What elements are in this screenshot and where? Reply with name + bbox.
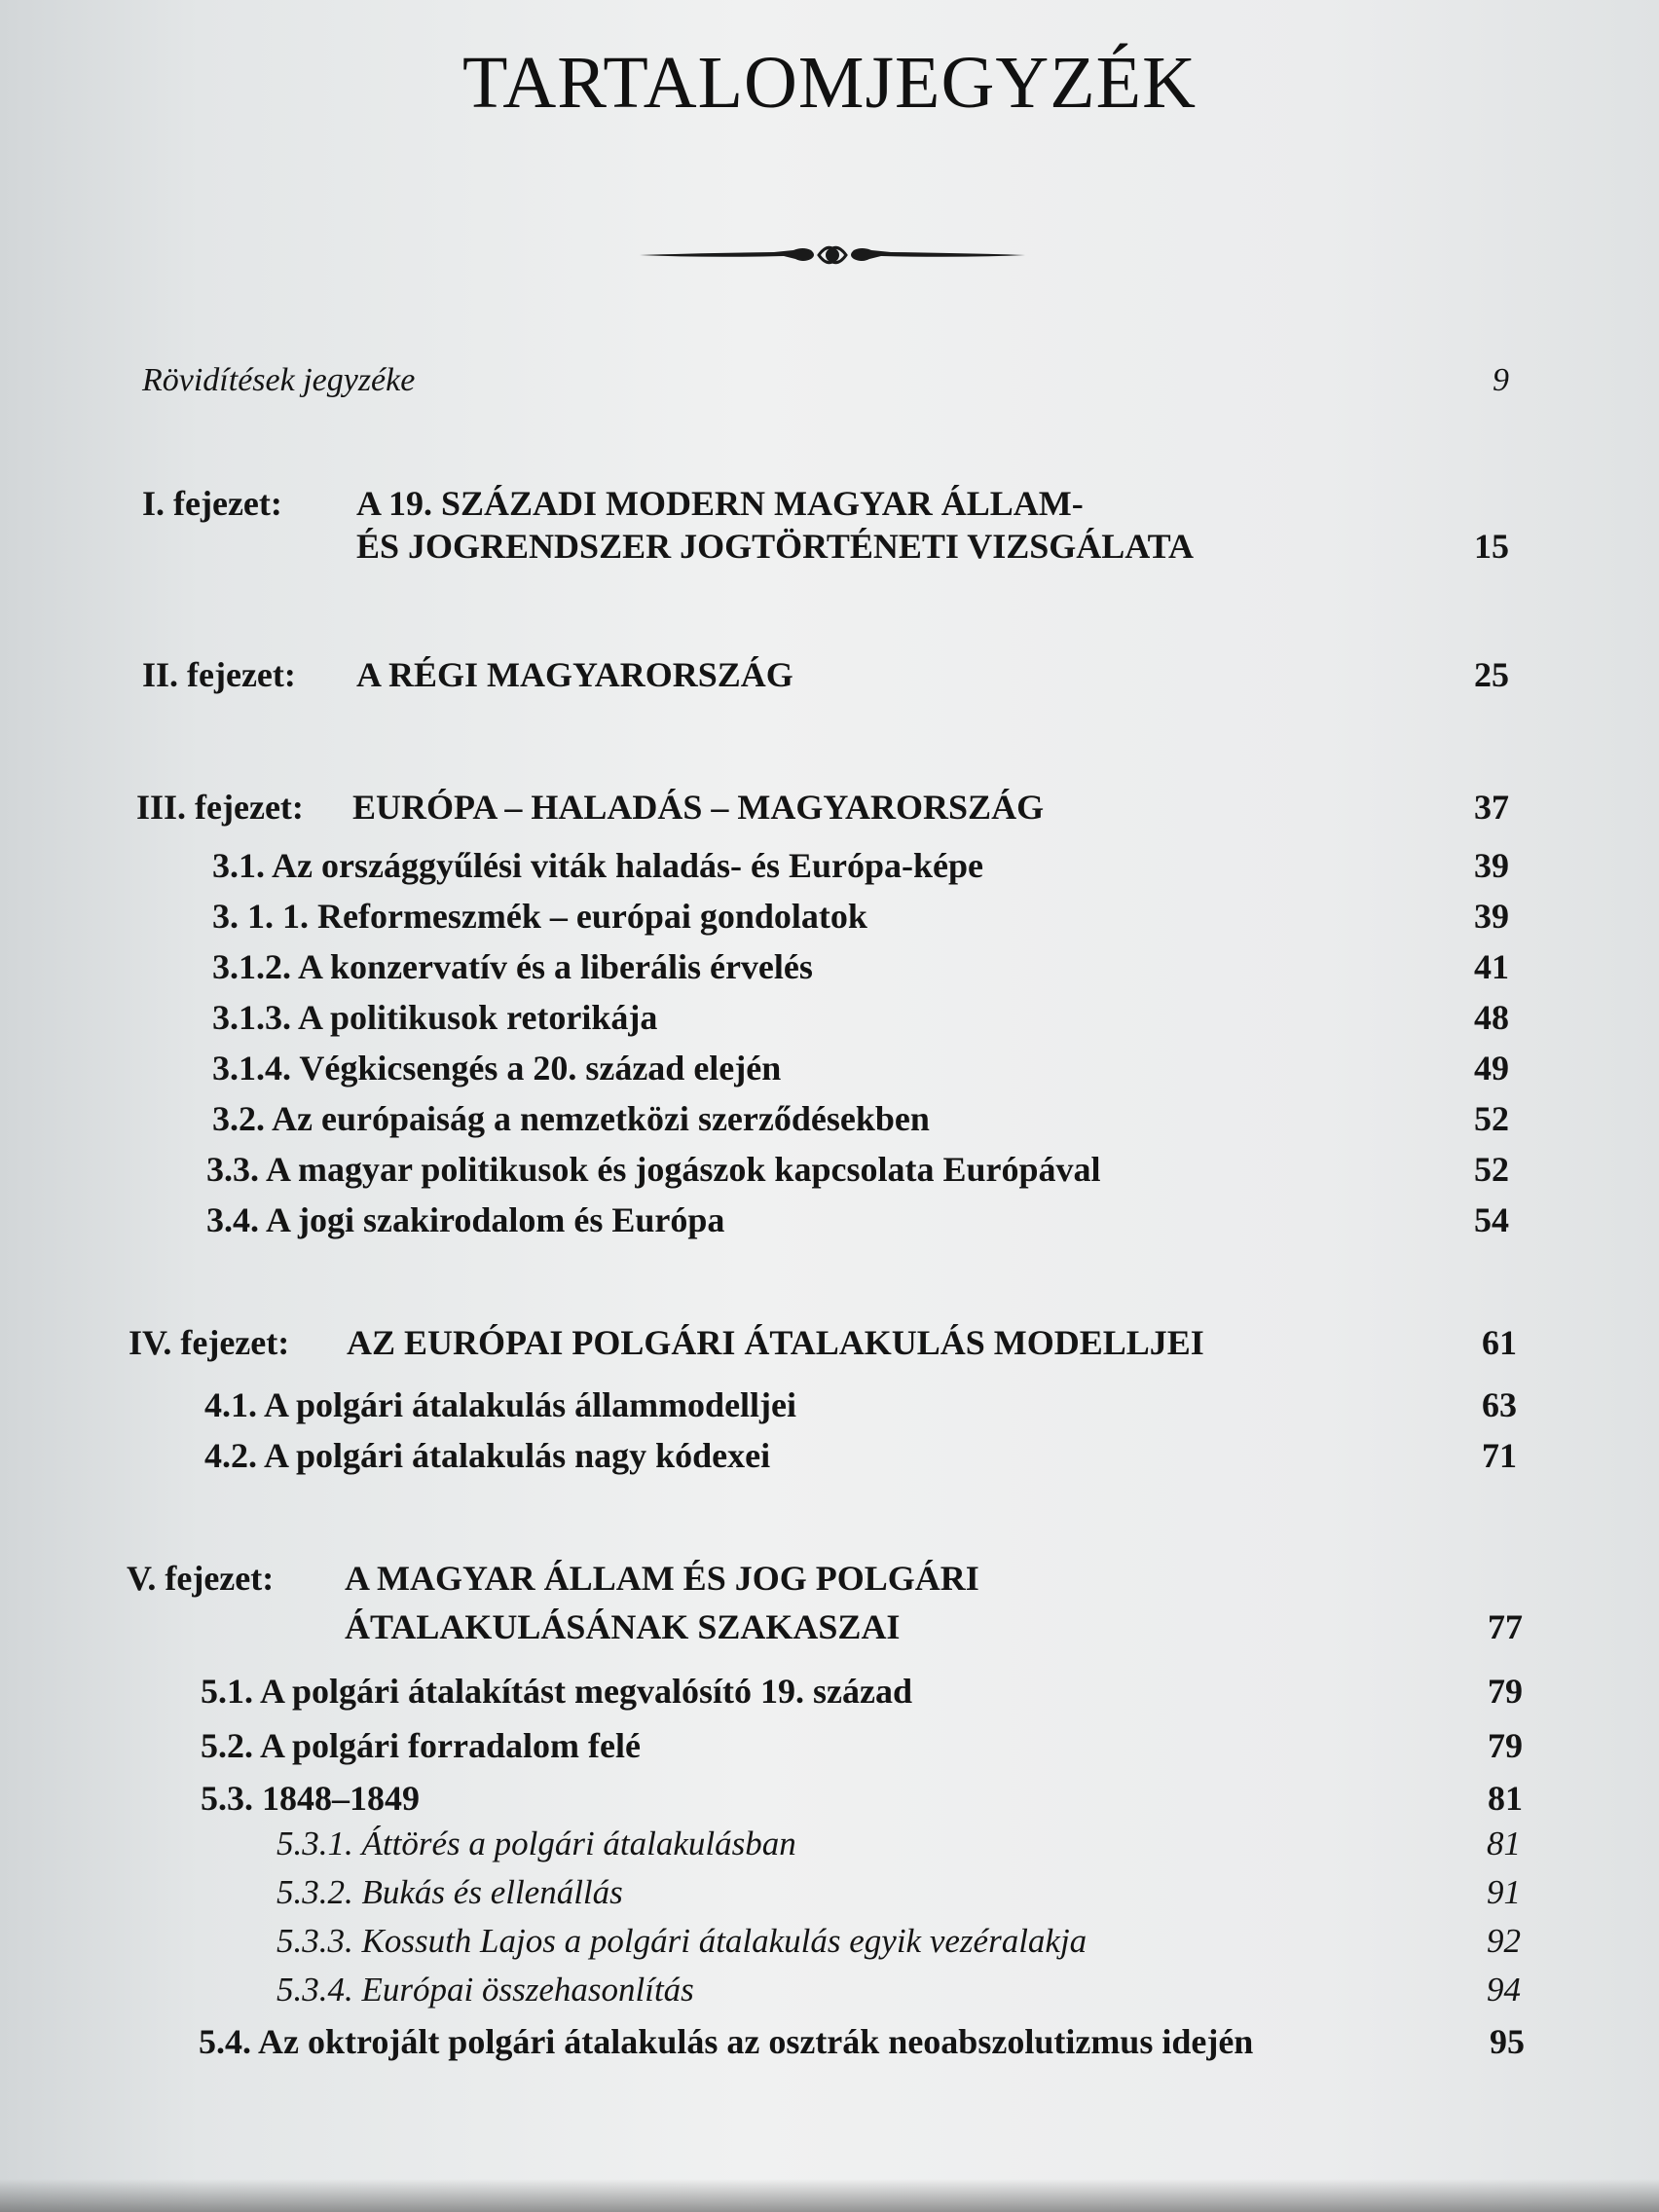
- toc-entry[interactable]: [0, 1725, 1659, 1776]
- toc-subentry[interactable]: [0, 1971, 1659, 2021]
- page-number: 81: [1488, 1779, 1523, 1818]
- page-bottom-shadow: [0, 2179, 1659, 2212]
- subentry-title: 5.3.4. Európai összehasonlítás: [276, 1971, 694, 2009]
- toc-entry[interactable]: [0, 1149, 1659, 1199]
- ornament-divider: [638, 241, 1027, 269]
- entry-title: 3.1.2. A konzervatív és a liberális érvelés: [212, 947, 813, 986]
- subentry-title: 5.3.2. Bukás és ellenállás: [276, 1873, 623, 1911]
- entry-title: 3.1.3. A politikusok retorikája: [212, 998, 658, 1037]
- toc-chapter-5[interactable]: [0, 1558, 1659, 1608]
- page-number: 39: [1474, 846, 1509, 885]
- chapter-label: III. fejezet:: [136, 788, 304, 827]
- chapter-label: IV. fejezet:: [129, 1323, 290, 1362]
- toc-entry[interactable]: [0, 997, 1659, 1048]
- toc-entry[interactable]: [0, 2021, 1659, 2072]
- toc-entry[interactable]: [0, 1384, 1659, 1435]
- page-number: 25: [1474, 655, 1509, 694]
- page-number: 79: [1488, 1726, 1523, 1765]
- entry-title: 5.1. A polgári átalakítást megvalósító 19. század: [201, 1672, 912, 1711]
- toc-entry[interactable]: [0, 1435, 1659, 1486]
- page-number: 81: [1487, 1825, 1521, 1862]
- page-number: 41: [1474, 947, 1509, 986]
- toc-chapter-3[interactable]: [0, 787, 1659, 837]
- entry-title: 3.4. A jogi szakirodalom és Európa: [206, 1200, 725, 1239]
- toc-subentry[interactable]: [0, 1825, 1659, 1875]
- page-number: 39: [1474, 897, 1509, 936]
- toc-chapter-1-line-2[interactable]: [0, 526, 1659, 576]
- toc-entry[interactable]: [0, 1098, 1659, 1149]
- page-number: 79: [1488, 1672, 1523, 1711]
- page-number: 9: [1493, 362, 1509, 398]
- entry-title: 3.2. Az európaiság a nemzetközi szerződésekben: [212, 1099, 930, 1138]
- entry-title: 4.1. A polgári átalakulás állammodelljei: [204, 1385, 797, 1424]
- chapter-title-line: A RÉGI MAGYARORSZÁG: [356, 655, 793, 694]
- chapter-label: II. fejezet:: [142, 655, 296, 694]
- page-number: 37: [1474, 788, 1509, 827]
- chapter-title-line: A 19. SZÁZADI MODERN MAGYAR ÁLLAM-: [356, 484, 1084, 523]
- page-number: 71: [1482, 1436, 1517, 1475]
- page-number: 91: [1487, 1873, 1521, 1911]
- entry-title: 3.1.4. Végkicsengés a 20. század elején: [212, 1049, 782, 1088]
- toc-entry[interactable]: [0, 896, 1659, 946]
- entry-title: 3. 1. 1. Reformeszmék – európai gondolatok: [212, 897, 867, 936]
- chapter-label: V. fejezet:: [127, 1559, 275, 1598]
- page-number: 92: [1487, 1922, 1521, 1960]
- subentry-title: 5.3.3. Kossuth Lajos a polgári átalakulás egyik vezéralakja: [276, 1922, 1088, 1960]
- page-number: 49: [1474, 1049, 1509, 1088]
- entry-title: 5.3. 1848–1849: [201, 1779, 420, 1818]
- toc-subentry[interactable]: [0, 1922, 1659, 1972]
- toc-entry[interactable]: [0, 1048, 1659, 1098]
- toc-entry[interactable]: [0, 1199, 1659, 1250]
- toc-abbreviations[interactable]: [0, 362, 1659, 413]
- chapter-title-line: AZ EURÓPAI POLGÁRI ÁTALAKULÁS MODELLJEI: [347, 1323, 1204, 1362]
- chapter-label: I. fejezet:: [142, 484, 282, 523]
- page-number: 48: [1474, 998, 1509, 1037]
- chapter-title-line: ÁTALAKULÁSÁNAK SZAKASZAI: [345, 1607, 901, 1646]
- entry-title: 3.3. A magyar politikusok és jogászok kapcsolata Európával: [206, 1150, 1101, 1189]
- chapter-title-line: ÉS JOGRENDSZER JOGTÖRTÉNETI VIZSGÁLATA: [356, 527, 1194, 566]
- toc-chapter-2[interactable]: [0, 654, 1659, 705]
- page-number: 52: [1474, 1150, 1509, 1189]
- chapter-title-line: A MAGYAR ÁLLAM ÉS JOG POLGÁRI: [345, 1559, 979, 1598]
- page-number: 77: [1488, 1607, 1523, 1646]
- page-number: 15: [1474, 527, 1509, 566]
- subentry-title: 5.3.1. Áttörés a polgári átalakulásban: [276, 1825, 796, 1862]
- entry-title: 5.4. Az oktrojált polgári átalakulás az osztrák neoabszolutizmus idején: [199, 2022, 1254, 2061]
- chapter-title-line: EURÓPA – HALADÁS – MAGYARORSZÁG: [352, 788, 1045, 827]
- abbreviations-label: Rövidítések jegyzéke: [142, 362, 416, 398]
- page-number: 95: [1490, 2022, 1525, 2061]
- toc-entry[interactable]: [0, 845, 1659, 896]
- toc-chapter-5-line-2[interactable]: [0, 1606, 1659, 1657]
- page-number: 63: [1482, 1385, 1517, 1424]
- toc-chapter-4[interactable]: [0, 1322, 1659, 1373]
- toc-subentry[interactable]: [0, 1873, 1659, 1924]
- page-number: 94: [1487, 1971, 1521, 2009]
- page-number: 61: [1482, 1323, 1517, 1362]
- toc-entry[interactable]: [0, 946, 1659, 997]
- entry-title: 3.1. Az országgyűlési viták haladás- és Európa-képe: [212, 846, 984, 885]
- page-number: 52: [1474, 1099, 1509, 1138]
- entry-title: 5.2. A polgári forradalom felé: [201, 1726, 641, 1765]
- page-title: TARTALOMJEGYZÉK: [462, 42, 1197, 124]
- page-number: 54: [1474, 1200, 1509, 1239]
- toc-entry[interactable]: [0, 1671, 1659, 1721]
- entry-title: 4.2. A polgári átalakulás nagy kódexei: [204, 1436, 771, 1475]
- toc-entry[interactable]: [0, 1778, 1659, 1828]
